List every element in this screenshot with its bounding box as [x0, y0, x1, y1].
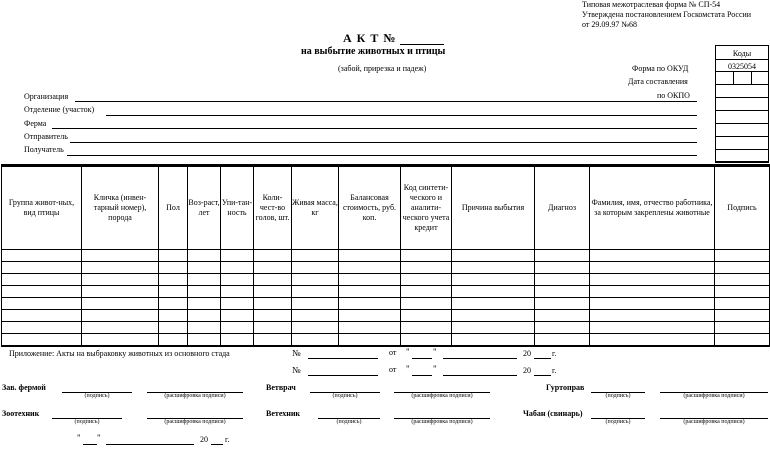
year-suffix-1: г.: [552, 349, 557, 358]
sig-decode-caption: (расшифровка подписи): [683, 419, 745, 425]
attachment-month-1[interactable]: [443, 358, 517, 359]
table-row[interactable]: [2, 286, 770, 298]
head-farm-label: Зав. фермой: [2, 383, 46, 392]
act-subtitle2: (забой, прирезка и падеж): [338, 64, 427, 73]
herd-head-label: Гуртоправ: [546, 383, 585, 392]
attachment-number-1[interactable]: [308, 358, 378, 359]
quote-open-2: ": [406, 364, 410, 374]
year-suffix-2: г.: [552, 366, 557, 375]
col-worker: Фамилия, имя, отчество работника, за которым закреплены животные: [590, 166, 715, 250]
table-row[interactable]: [2, 298, 770, 310]
act-subtitle: на выбытие животных и птицы: [301, 46, 446, 57]
date-quote-open: ": [77, 433, 81, 443]
attachment-year-2[interactable]: [534, 375, 551, 376]
table-row[interactable]: [2, 262, 770, 274]
attachment-month-2[interactable]: [443, 375, 517, 376]
field-farm-label: Ферма: [24, 119, 47, 128]
date-day[interactable]: [83, 444, 97, 445]
quote-close-2: ": [433, 364, 437, 374]
okud-code: 0325054: [715, 59, 769, 72]
sig-caption: (подпись): [336, 419, 362, 425]
code-department[interactable]: [715, 110, 769, 124]
col-code: Код синтети-ческого и аналити-ческого учета кредит: [401, 166, 452, 250]
act-title: А К Т №: [343, 31, 397, 45]
attachment-no-2: №: [292, 365, 301, 375]
date-month[interactable]: [106, 444, 194, 445]
field-farm[interactable]: [52, 128, 697, 129]
field-department[interactable]: [106, 115, 697, 116]
field-receiver-label: Получатель: [24, 145, 64, 154]
sig-decode-caption: (расшифровка подписи): [411, 419, 473, 425]
sig-decode-caption: (расшифровка подписи): [164, 393, 226, 399]
table-row[interactable]: [2, 322, 770, 334]
code-receiver[interactable]: [715, 149, 769, 163]
col-name: Кличка (инвен-тарный номер), порода: [82, 166, 159, 250]
table-row[interactable]: [2, 310, 770, 322]
sig-decode-caption: (расшифровка подписи): [411, 393, 473, 399]
col-fatness: Упи-тан-ность: [221, 166, 254, 250]
code-sender[interactable]: [715, 136, 769, 150]
attachment-from-2: от: [389, 365, 397, 374]
approved-date: от 29.09.97 №68: [582, 20, 638, 29]
col-reason: Причина выбытия: [452, 166, 535, 250]
quote-close-1: ": [433, 347, 437, 357]
sig-caption: (подпись): [605, 419, 631, 425]
code-organization[interactable]: [715, 97, 769, 111]
field-sender-label: Отправитель: [24, 132, 68, 141]
okpo-label: по ОКПО: [657, 91, 690, 100]
attachment-number-2[interactable]: [308, 375, 378, 376]
sig-caption: (подпись): [74, 419, 100, 425]
date-year-suffix: г.: [225, 435, 230, 444]
attachment-no-1: №: [292, 348, 301, 358]
attachment-from-1: от: [389, 348, 397, 357]
table-header-row: [2, 166, 770, 250]
date-year-prefix: 20: [200, 435, 208, 444]
year-prefix-2: 20: [523, 366, 531, 375]
sig-decode-caption: (расшифровка подписи): [683, 393, 745, 399]
shepherd-label: Чабан (свинарь): [523, 409, 583, 418]
attachment-year-1[interactable]: [534, 358, 551, 359]
act-number-line[interactable]: [400, 44, 444, 45]
field-department-label: Отделение (участок): [24, 105, 95, 114]
sig-caption: (подпись): [605, 393, 631, 399]
table-row[interactable]: [2, 274, 770, 286]
col-diagnosis: Диагноз: [535, 166, 590, 250]
attachment-day-1[interactable]: [412, 358, 432, 359]
col-age: Воз-раст, лет: [188, 166, 221, 250]
col-mass: Живая масса, кг: [292, 166, 339, 250]
okud-label: Форма по ОКУД: [632, 64, 689, 73]
zootech-label: Зоотехник: [2, 409, 40, 418]
sig-caption: (подпись): [332, 393, 358, 399]
vet-tech-label: Ветехник: [266, 409, 301, 418]
date-quote-close: ": [97, 433, 101, 443]
sig-decode-caption: (расшифровка подписи): [164, 419, 226, 425]
okpo-code[interactable]: [715, 84, 769, 98]
table-row[interactable]: [2, 334, 770, 347]
sig-caption: (подпись): [84, 393, 110, 399]
date-label: Дата составления: [628, 77, 688, 86]
field-organization[interactable]: [75, 101, 697, 102]
attachment-day-2[interactable]: [412, 375, 432, 376]
vet-doctor-label: Ветврач: [266, 383, 296, 392]
col-group: Группа живот-ных, вид птицы: [2, 166, 82, 250]
codes-box: [715, 45, 769, 163]
date-year[interactable]: [211, 444, 223, 445]
col-cost: Балансовая стоимость, руб. коп.: [339, 166, 401, 250]
field-receiver[interactable]: [67, 155, 697, 156]
field-organization-label: Организация: [24, 92, 69, 101]
approved-text: Утверждена постановлением Госкомстата России: [582, 10, 752, 19]
col-count: Коли-чест-во голов, шт.: [254, 166, 292, 250]
codes-label: Коды: [715, 45, 769, 60]
col-signature: Подпись: [715, 166, 770, 250]
attachment-label: Приложение: Акты на выбраковку животных из основного стада: [9, 349, 230, 358]
year-prefix-1: 20: [523, 349, 531, 358]
code-farm[interactable]: [715, 123, 769, 137]
date-code[interactable]: [715, 71, 769, 85]
col-sex: Пол: [159, 166, 188, 250]
form-type: Типовая межотраслевая форма № СП-54: [582, 0, 721, 9]
quote-open-1: ": [406, 347, 410, 357]
animals-table: [1, 164, 770, 347]
field-sender[interactable]: [70, 142, 697, 143]
table-row[interactable]: [2, 250, 770, 262]
